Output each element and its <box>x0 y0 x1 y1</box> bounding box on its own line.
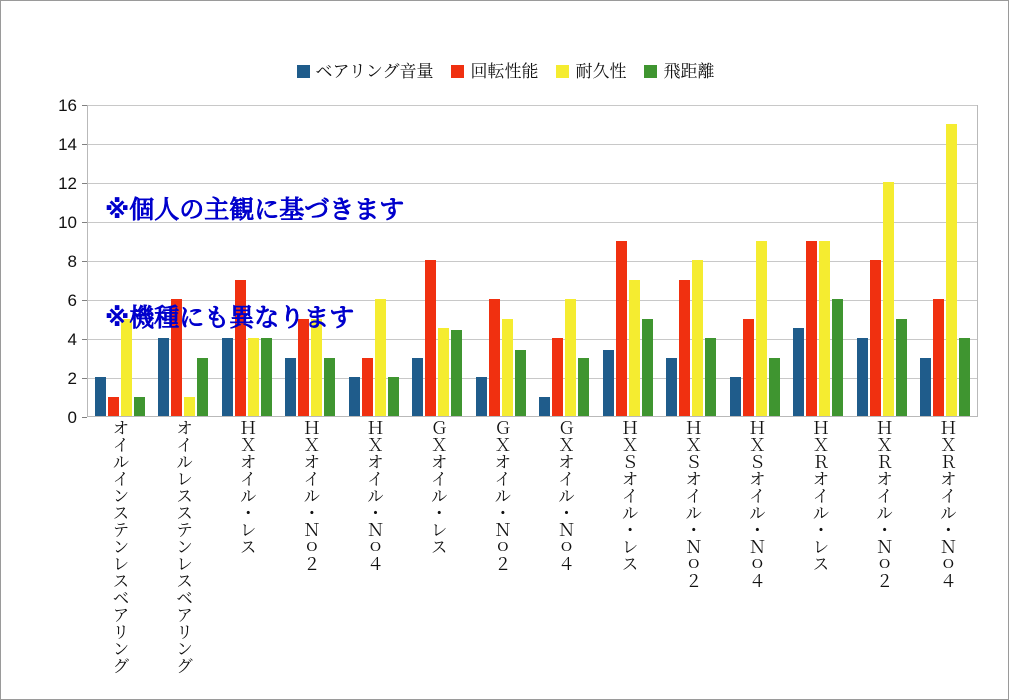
bar <box>946 124 957 417</box>
bar <box>438 328 449 416</box>
bar-group <box>660 106 724 416</box>
bar-group <box>914 106 978 416</box>
x-axis-category-text: オイルレスステンレスベアリング <box>173 419 193 674</box>
bar-group <box>596 106 660 416</box>
bar <box>451 330 462 416</box>
y-axis-tick-label: 0 <box>67 408 77 427</box>
x-axis-category-text: ＨＸＳオイル・Ｎｏ４ <box>745 419 765 589</box>
bar <box>552 338 563 416</box>
y-axis-tick-label: 14 <box>58 135 77 154</box>
x-axis-category-label <box>405 419 469 659</box>
x-axis-category-label <box>342 419 406 659</box>
bar <box>502 319 513 417</box>
x-axis-category-label <box>532 419 596 659</box>
legend-swatch-0 <box>297 65 310 78</box>
x-axis-category-text: ＧＸオイル・レス <box>427 419 447 555</box>
x-axis-category-text: ＨＸＲオイル・Ｎｏ４ <box>936 419 956 589</box>
bar <box>642 319 653 417</box>
bar-group <box>469 106 533 416</box>
x-axis-category-label <box>851 419 915 659</box>
y-axis-tick-label: 12 <box>58 174 77 193</box>
bar <box>832 299 843 416</box>
x-axis-category-text: ＧＸオイル・Ｎｏ２ <box>491 419 511 572</box>
y-axis-tick-mark <box>82 339 87 340</box>
bar <box>515 350 526 416</box>
bar-group <box>850 106 914 416</box>
bar <box>857 338 868 416</box>
x-axis-category-text: ＧＸオイル・Ｎｏ４ <box>554 419 574 572</box>
bar <box>756 241 767 417</box>
x-axis-category-text: ＨＸオイル・Ｎｏ２ <box>300 419 320 572</box>
legend-swatch-2 <box>556 65 569 78</box>
x-axis-category-text: ＨＸオイル・レス <box>236 419 256 555</box>
bar-group <box>723 106 787 416</box>
x-axis-category-label <box>914 419 978 659</box>
legend-label-3: 飛距離 <box>663 62 715 81</box>
x-axis-category-text: ＨＸオイル・Ｎｏ４ <box>364 419 384 572</box>
bar-group <box>406 106 470 416</box>
bar <box>730 377 741 416</box>
y-axis-tick-label: 4 <box>67 330 77 349</box>
legend-item-1 <box>451 63 538 80</box>
y-axis-tick-label: 10 <box>58 213 77 232</box>
bar <box>819 241 830 417</box>
x-axis-category-label <box>787 419 851 659</box>
bar <box>883 182 894 416</box>
y-axis-tick-mark <box>82 144 87 145</box>
bar <box>489 299 500 416</box>
bar-group <box>787 106 851 416</box>
y-axis-tick-label: 2 <box>67 369 77 388</box>
y-axis-tick-mark <box>82 105 87 106</box>
x-axis-category-label <box>151 419 215 674</box>
bar <box>743 319 754 417</box>
x-axis-category-label <box>596 419 660 659</box>
legend-item-0 <box>297 63 434 80</box>
bar <box>425 260 436 416</box>
bar <box>933 299 944 416</box>
annotation-line-0: ※個人の主観に基づきます <box>105 195 405 224</box>
y-axis-tick-mark <box>82 300 87 301</box>
bar <box>920 358 931 417</box>
bar <box>616 241 627 417</box>
bar <box>539 397 550 417</box>
legend-swatch-1 <box>451 65 464 78</box>
legend-item-2 <box>556 63 626 80</box>
x-axis-category-text: ＨＸＲオイル・レス <box>809 419 829 572</box>
bar <box>476 377 487 416</box>
chart-legend <box>1 63 1009 80</box>
bar <box>705 338 716 416</box>
bar <box>629 280 640 417</box>
x-axis-category-label <box>278 419 342 659</box>
y-axis-tick-mark <box>82 183 87 184</box>
bar <box>679 280 690 417</box>
x-axis-category-text: ＨＸＳオイル・レス <box>618 419 638 572</box>
x-axis-category-label <box>660 419 724 659</box>
bar <box>578 358 589 417</box>
y-axis-tick-mark <box>82 417 87 418</box>
legend-label-2: 耐久性 <box>575 62 627 81</box>
bar <box>793 328 804 416</box>
bar <box>959 338 970 416</box>
bar <box>692 260 703 416</box>
y-axis-tick-label: 8 <box>67 252 77 271</box>
x-axis-category-label <box>87 419 151 674</box>
x-axis-category-label <box>469 419 533 659</box>
x-axis-category-label <box>723 419 787 659</box>
bar <box>806 241 817 417</box>
y-axis-tick-label: 6 <box>67 291 77 310</box>
y-axis-tick-label: 16 <box>58 96 77 115</box>
y-axis-tick-mark <box>82 222 87 223</box>
y-axis-tick-mark <box>82 378 87 379</box>
bar-group <box>533 106 597 416</box>
bar <box>666 358 677 417</box>
x-axis-category-label <box>214 419 278 659</box>
legend-swatch-3 <box>644 65 657 78</box>
chart-annotation <box>105 119 404 409</box>
bar <box>565 299 576 416</box>
bar <box>896 319 907 417</box>
bar <box>769 358 780 417</box>
x-axis-category-labels <box>87 419 978 674</box>
y-axis-tick-mark <box>82 261 87 262</box>
x-axis-category-text: ＨＸＲオイル・Ｎｏ２ <box>873 419 893 589</box>
legend-label-0: ベアリング音量 <box>315 62 434 81</box>
x-axis-category-text: オイルインステンレスベアリング <box>109 419 129 674</box>
legend-item-3 <box>644 63 714 80</box>
annotation-line-1: ※機種にも異なります <box>105 304 355 333</box>
x-axis-category-text: ＨＸＳオイル・Ｎｏ２ <box>682 419 702 589</box>
bar <box>603 350 614 416</box>
bar <box>412 358 423 417</box>
legend-label-1: 回転性能 <box>470 62 539 81</box>
bar <box>870 260 881 416</box>
